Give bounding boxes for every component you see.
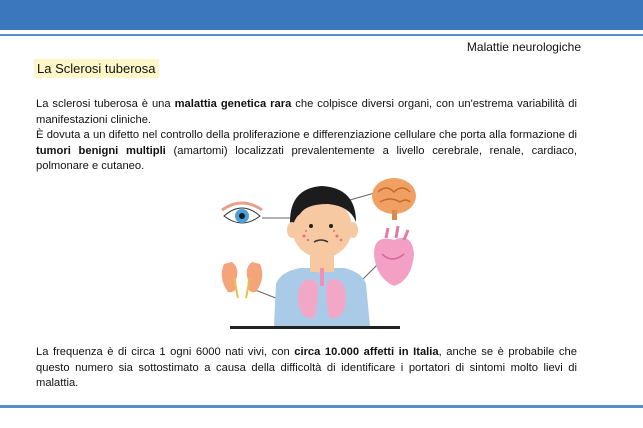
- intro-text-1: La sclerosi tuberosa è una: [36, 98, 175, 110]
- kidneys-icon: [222, 262, 263, 298]
- intro-text-3: È dovuta a un difetto nel controllo della proliferazione e differenziazione cellulare che porta alla formazione di: [36, 129, 577, 141]
- intro-text-4: (amartomi) localizzati prevalentemente a livello cerebrale, renale, cardiaco, polmonare e cutaneo.: [36, 144, 577, 172]
- eye-icon: [222, 203, 262, 223]
- heart-icon: [374, 226, 414, 286]
- frequency-paragraph: [36, 345, 577, 392]
- header-divider: [0, 34, 643, 36]
- category-label: Malattie neurologiche: [466, 40, 581, 54]
- frequency-bold: circa 10.000 affetti in Italia: [294, 346, 439, 358]
- floor-line: [230, 326, 400, 329]
- frequency-text-2: , anche se è probabile che questo numero sia sottostimato a causa della difficoltà di identificare i portatori di sintomi molto lievi di malattia.: [36, 346, 577, 389]
- intro-paragraph: [36, 97, 577, 175]
- intro-bold-2: tumori benigni multipli: [36, 144, 166, 157]
- frequency-text-1: La frequenza è di circa 1 ogni 6000 nati vivi, con: [36, 346, 295, 358]
- header-bar: [0, 0, 643, 30]
- intro-text-2: che colpisce diversi organi, con un'estrema variabilità di manifestazioni cliniche.: [36, 98, 577, 126]
- footer-divider: [0, 405, 643, 408]
- disease-illustration: [210, 168, 425, 330]
- intro-bold-1: malattia genetica rara: [174, 98, 292, 110]
- brain-icon: [372, 178, 416, 220]
- person-figure: [274, 186, 370, 326]
- page-title: La Sclerosi tuberosa: [34, 59, 159, 78]
